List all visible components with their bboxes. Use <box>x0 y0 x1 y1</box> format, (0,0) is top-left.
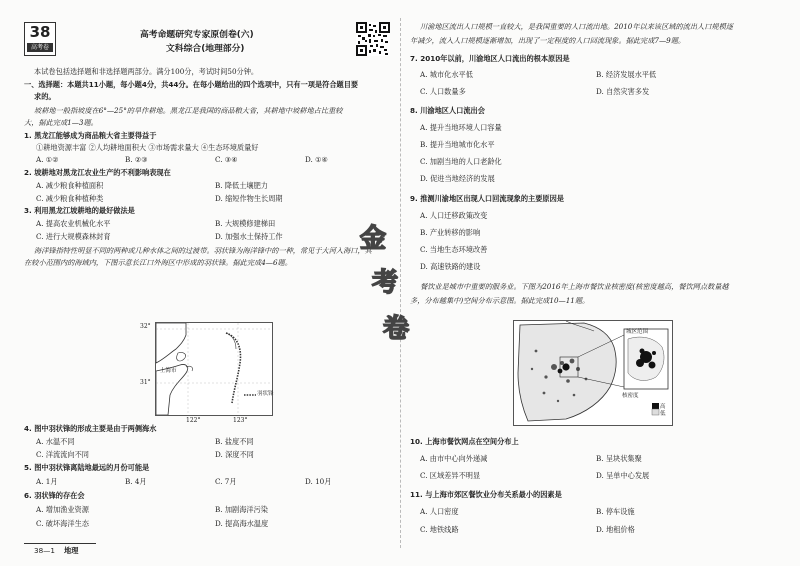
map-2-legend-high: 高 <box>660 404 666 410</box>
question-8-option-b[interactable]: B. 提升当地城市化水平 <box>420 140 495 149</box>
question-11-option-a[interactable]: A. 人口密度 <box>420 507 459 516</box>
intro-line-1: 本试卷包括选择题和非选择题两部分。满分100分，考试时间50分钟。 <box>34 67 259 76</box>
map-1-city-label: 上海市 <box>160 368 177 374</box>
question-7-option-d[interactable]: D. 自然灾害多发 <box>596 87 650 96</box>
question-4-option-a[interactable]: A. 水温不同 <box>36 437 75 446</box>
question-10-option-c[interactable]: C. 区域差异不明显 <box>420 471 481 480</box>
passage-2-line-1: 海洋锋指特性明显不同的两种或几种水体之间的过渡带。羽状锋为海洋锋中的一种，常见于大河入海口，其 <box>34 246 372 255</box>
map-2-legend-title: 核密度 <box>622 393 639 399</box>
paper-number-badge <box>24 22 56 56</box>
question-2-stem: 2. 坡耕地对黑龙江农业生产的不利影响表现在 <box>24 168 171 177</box>
question-1-stem: 1. 黑龙江能够成为商品粮大省主要得益于 <box>24 131 157 140</box>
page-title: 高考命题研究专家原创卷(六) <box>140 30 254 40</box>
question-11-stem: 11. 与上海市郊区餐饮业分布关系最小的因素是 <box>410 490 562 499</box>
question-5-option-a[interactable]: A. 1月 <box>36 477 58 486</box>
question-2-option-a[interactable]: A. 减少粮食种植面积 <box>36 181 104 190</box>
question-4-option-b[interactable]: B. 盐度不同 <box>215 437 254 446</box>
passage-3-line-2: 年减少，流入人口规模逐渐增加，出现了一定程度的人口回流现象。据此完成7—9题。 <box>410 36 686 45</box>
question-9-option-c[interactable]: C. 当地生态环境改善 <box>420 245 488 254</box>
map-1-lat-31: 31° <box>140 379 151 386</box>
question-3-option-c[interactable]: C. 进行大规模森林封育 <box>36 232 111 241</box>
question-1-option-c[interactable]: C. ③④ <box>215 155 238 164</box>
question-1-items: ①耕地资源丰富 ②人均耕地面积大 ③市场需求量大 ④生态环境质量好 <box>36 143 259 152</box>
watermark-char-2: 考 <box>372 268 399 298</box>
question-8-option-a[interactable]: A. 提升当地环境人口容量 <box>420 123 502 132</box>
map-2-legend-low: 低 <box>660 411 666 417</box>
question-7-stem: 7. 2010年以前，川渝地区人口流出的根本原因是 <box>410 54 570 63</box>
question-8-option-c[interactable]: C. 加剧当地的人口老龄化 <box>420 157 502 166</box>
map-1-lon-122: 122° <box>186 417 201 424</box>
passage-4-line-1: 餐饮业是城市中重要的服务业。下图为2016年上海市餐饮业核密度(核密度越高，餐饮网点数量越 <box>420 282 729 291</box>
column-divider <box>400 18 401 548</box>
question-4-option-c[interactable]: C. 洋流流向不同 <box>36 450 89 459</box>
question-6-option-d[interactable]: D. 提高海水温度 <box>215 519 269 528</box>
question-8-option-d[interactable]: D. 促进当地经济的发展 <box>420 174 495 183</box>
question-5-stem: 5. 图中羽状锋离陆地最远的月份可能是 <box>24 463 150 472</box>
question-2-option-b[interactable]: B. 降低土壤肥力 <box>215 181 268 190</box>
question-11-option-c[interactable]: C. 地铁线路 <box>420 525 459 534</box>
question-3-option-b[interactable]: B. 大规模修建梯田 <box>215 219 276 228</box>
question-7-option-b[interactable]: B. 经济发展水平低 <box>596 70 657 79</box>
question-4-option-d[interactable]: D. 深度不同 <box>215 450 254 459</box>
question-6-option-a[interactable]: A. 增加渔业资源 <box>36 505 89 514</box>
paper-number: 38 <box>29 23 51 41</box>
footer-page-number: 38—1 <box>34 546 55 555</box>
passage-3-line-1: 川渝地区流出人口规模一直较大，是我国重要的人口流出地。2010年以来该区域的流出人口规模逐 <box>420 22 733 31</box>
footer-rule <box>24 543 96 544</box>
passage-2-line-2: 在较小范围内的海域内，下图示意长江口外海区中形成的羽状锋。据此完成4—6题。 <box>24 258 292 267</box>
question-7-option-a[interactable]: A. 城市化水平低 <box>420 70 473 79</box>
question-5-option-b[interactable]: B. 4月 <box>125 477 147 486</box>
qr-code-icon[interactable] <box>356 22 390 56</box>
passage-4-line-2: 多，分布越集中)空间分布示意图。据此完成10—11题。 <box>410 296 590 305</box>
question-6-option-c[interactable]: C. 破坏海洋生态 <box>36 519 89 528</box>
question-9-stem: 9. 推测川渝地区出现人口回流现象的主要原因是 <box>410 194 564 203</box>
question-6-stem: 6. 羽状锋的存在会 <box>24 491 85 500</box>
intro-line-2a: 一、选择题：本题共11小题，每小题4分，共44分。在每小题给出的四个选项中，只有一项是符合题目要 <box>24 80 359 89</box>
paper-badge-label: 高考卷 <box>27 43 53 52</box>
map-2-inset-label: 城区范围 <box>626 329 649 335</box>
intro-line-2b: 求的。 <box>34 92 56 101</box>
question-7-option-c[interactable]: C. 人口数量多 <box>420 87 466 96</box>
question-9-option-b[interactable]: B. 产业转移的影响 <box>420 228 481 237</box>
question-2-option-d[interactable]: D. 缩短作物生长周期 <box>215 194 283 203</box>
question-1-option-d[interactable]: D. ①④ <box>305 155 328 164</box>
passage-1-line-2: 大，据此完成1—3题。 <box>24 118 98 127</box>
watermark-char-1: 金 <box>360 224 387 254</box>
map-1-lat-32: 32° <box>140 323 151 330</box>
question-3-stem: 3. 利用黑龙江坡耕地的最好做法是 <box>24 206 135 215</box>
footer-subject: 地理 <box>64 546 79 555</box>
watermark-char-3: 卷 <box>383 314 410 344</box>
map-1-lon-123: 123° <box>233 417 248 424</box>
question-1-option-b[interactable]: B. ②③ <box>125 155 148 164</box>
question-10-option-d[interactable]: D. 呈单中心发展 <box>596 471 650 480</box>
question-6-option-b[interactable]: B. 加剧海洋污染 <box>215 505 268 514</box>
question-2-option-c[interactable]: C. 减少粮食种植种类 <box>36 194 104 203</box>
question-10-stem: 10. 上海市餐饮网点在空间分布上 <box>410 437 519 446</box>
question-4-stem: 4. 图中羽状锋的形成主要是由于两侧海水 <box>24 424 157 433</box>
question-1-option-a[interactable]: A. ①② <box>36 155 59 164</box>
passage-1-line-1: 坡耕地一般指坡度在6°—25°的旱作耕地。黑龙江是我国的商品粮大省，其耕地中坡耕地占比重较 <box>34 106 343 115</box>
question-11-option-d[interactable]: D. 地租价格 <box>596 525 635 534</box>
question-8-stem: 8. 川渝地区人口流出会 <box>410 106 485 115</box>
question-3-option-a[interactable]: A. 提高农业机械化水平 <box>36 219 111 228</box>
map-catering-density <box>513 320 673 426</box>
map-1-legend-label: 羽状锋 <box>257 391 274 397</box>
question-5-option-c[interactable]: C. 7月 <box>215 477 237 486</box>
question-9-option-a[interactable]: A. 人口迁移政策改变 <box>420 211 488 220</box>
question-10-option-a[interactable]: A. 由市中心向外递减 <box>420 454 488 463</box>
page-subtitle: 文科综合(地理部分) <box>166 44 245 54</box>
question-11-option-b[interactable]: B. 停车设施 <box>596 507 635 516</box>
question-5-option-d[interactable]: D. 10月 <box>305 477 332 486</box>
question-3-option-d[interactable]: D. 加强水土保持工作 <box>215 232 283 241</box>
question-9-option-d[interactable]: D. 高速铁路的建设 <box>420 262 481 271</box>
question-10-option-b[interactable]: B. 呈块状集聚 <box>596 454 642 463</box>
